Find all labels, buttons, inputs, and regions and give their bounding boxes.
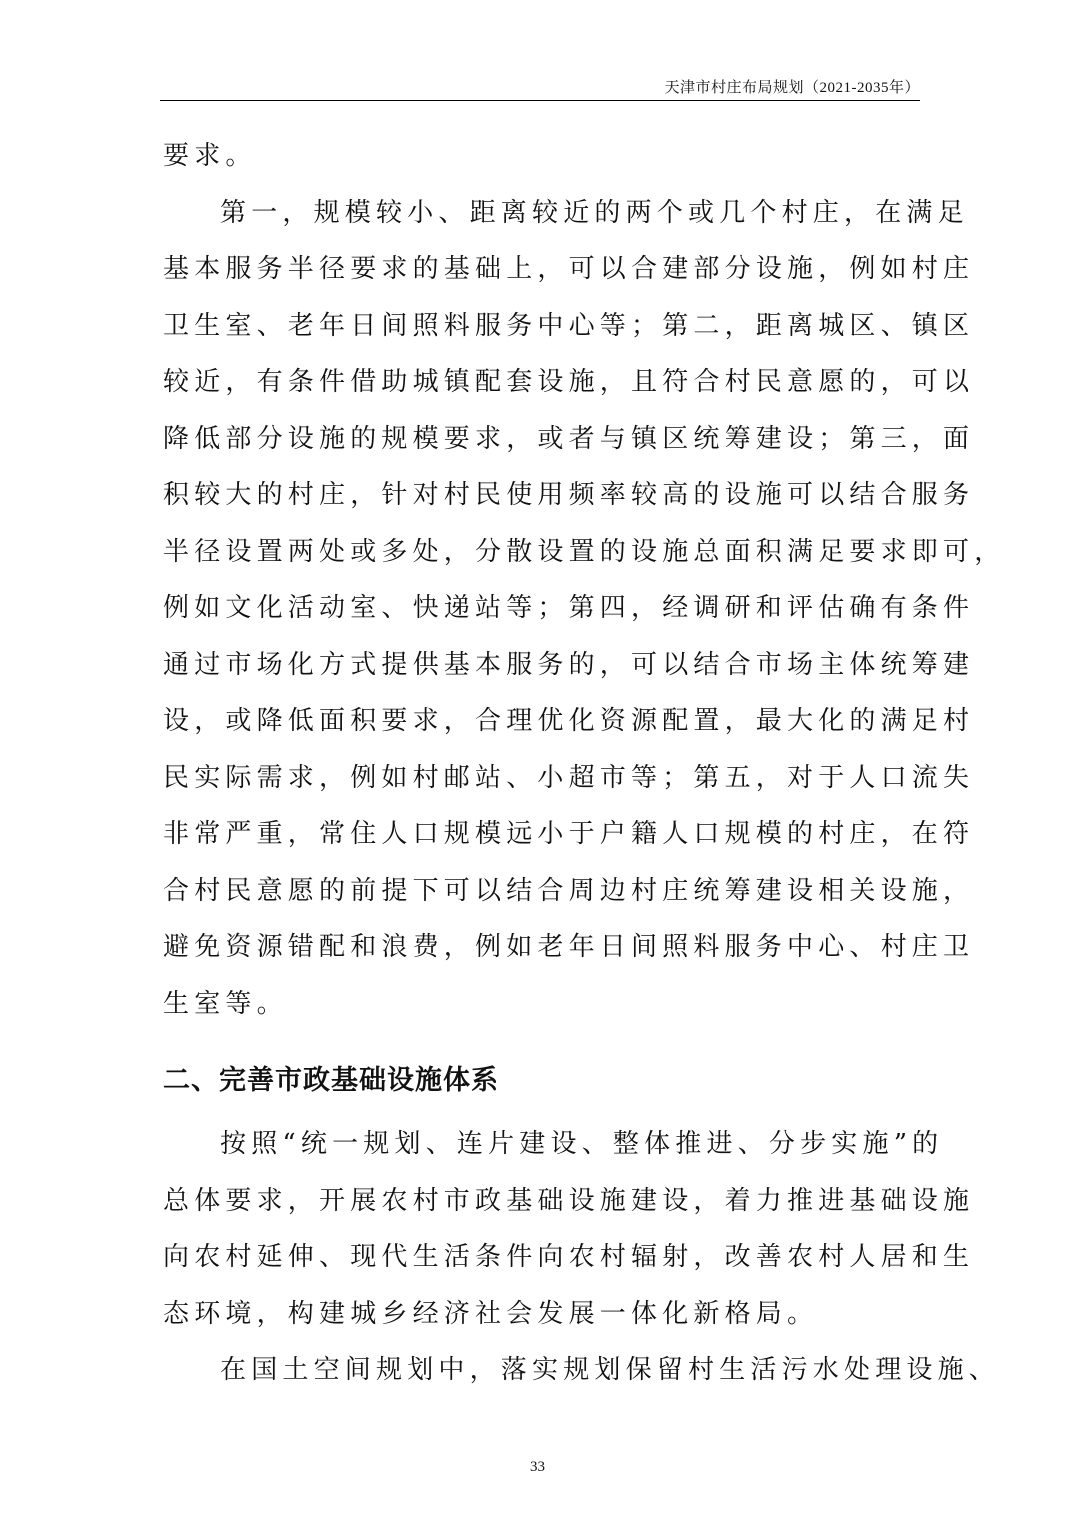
- page-number: 33: [530, 1459, 545, 1475]
- text-line: 积较大的村庄，针对村民使用频率较高的设施可以结合服务: [163, 480, 975, 510]
- text-line: 合村民意愿的前提下可以结合周边村庄统筹建设相关设施，: [163, 875, 975, 906]
- text-line: 态环境，构建城乡经济社会发展一体化新格局。: [163, 1298, 819, 1329]
- text-line: 降低部分设施的规模要求，或者与镇区统筹建设；第三，面: [163, 423, 975, 454]
- text-line: 要求。: [163, 141, 257, 171]
- document-title: 天津市村庄布局规划（2021-2035年）: [664, 80, 920, 96]
- text-line: 向农村延伸、现代生活条件向农村辐射，改善农村人居和生: [163, 1242, 975, 1272]
- text-line: 生室等。: [163, 988, 288, 1019]
- text-line: 通过市场化方式提供基本服务的，可以结合市场主体统筹建: [163, 649, 975, 680]
- text-line: 半径设置两处或多处，分散设置的设施总面积满足要求即可，: [163, 536, 1006, 567]
- paragraph-spatial-planning: [163, 1342, 1001, 1399]
- text-line: 避免资源错配和浪费，例如老年日间照料服务中心、村庄卫: [163, 932, 975, 962]
- paragraph-infrastructure-requirements: [163, 1116, 975, 1342]
- text-line: 在国土空间规划中，落实规划保留村生活污水处理设施、: [220, 1355, 1001, 1385]
- section-heading: 二、完善市政基础设施体系: [163, 1065, 499, 1096]
- text-line: 设，或降低面积要求，合理优化资源配置，最大化的满足村: [163, 706, 975, 736]
- text-line: 基本服务半径要求的基础上，可以合建部分设施，例如村庄: [163, 254, 975, 284]
- text-line: 例如文化活动室、快递站等；第四，经调研和评估确有条件: [163, 593, 975, 623]
- page-header: [160, 74, 920, 101]
- paragraph-facility-options: [163, 185, 1006, 1033]
- text-line: 总体要求，开展农村市政基础设施建设，着力推进基础设施: [163, 1185, 975, 1216]
- paragraph-continuation: [163, 128, 920, 185]
- page-content: [163, 128, 1006, 1399]
- text-line: 按照“统一规划、连片建设、整体推进、分步实施”的: [220, 1129, 944, 1159]
- text-line: 非常严重，常住人口规模远小于户籍人口规模的村庄，在符: [163, 819, 975, 849]
- text-line: 第一，规模较小、距离较近的两个或几个村庄，在满足: [220, 197, 969, 228]
- text-line: 卫生室、老年日间照料服务中心等；第二，距离城区、镇区: [163, 310, 975, 341]
- text-line: 民实际需求，例如村邮站、小超市等；第五，对于人口流失: [163, 762, 975, 793]
- text-line: 较近，有条件借助城镇配套设施，且符合村民意愿的，可以: [163, 367, 975, 397]
